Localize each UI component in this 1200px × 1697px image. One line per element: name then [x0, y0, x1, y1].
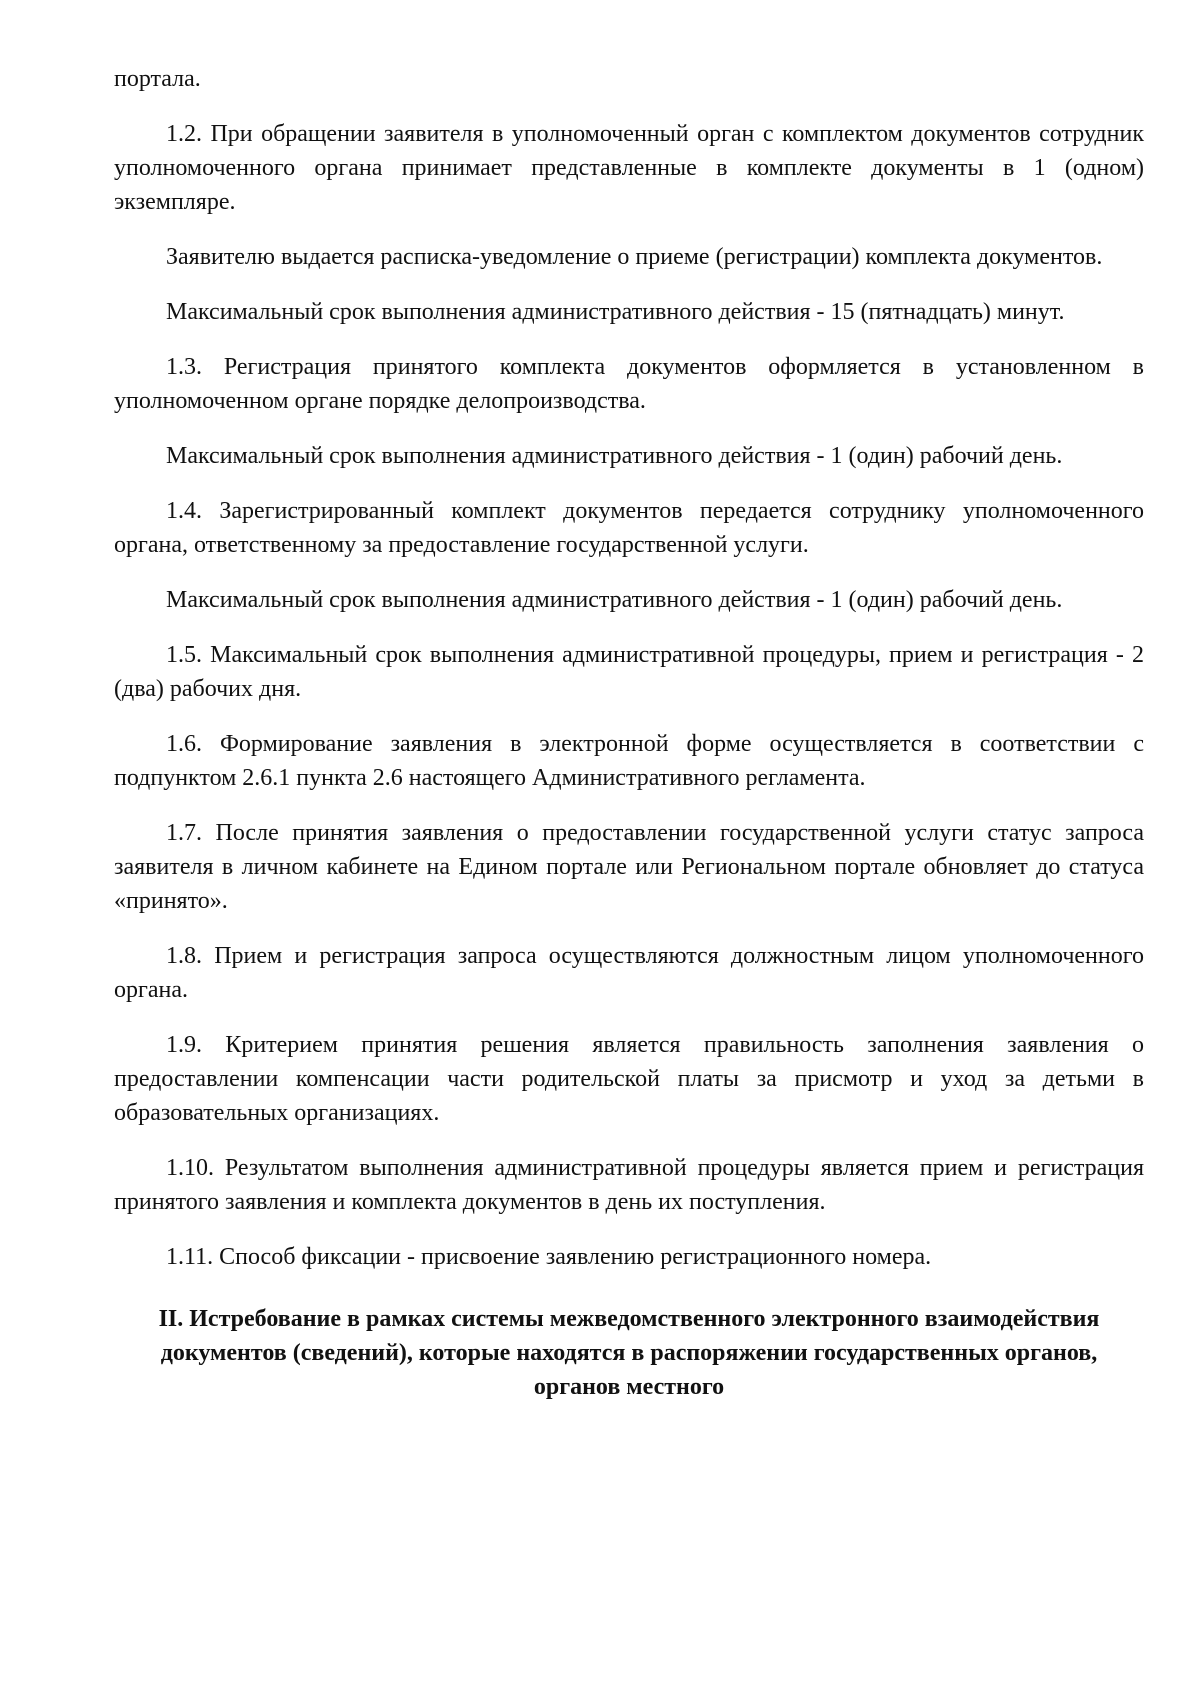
paragraph-1-11: 1.11. Способ фиксации - присвоение заявлению регистрационного номера.: [166, 1244, 932, 1270]
paragraph-max-term-1-day-b: Максимальный срок выполнения административного действия - 1 (один) рабочий день.: [166, 587, 1063, 613]
paragraph-max-term-15-min: Максимальный срок выполнения административного действия - 15 (пятнадцать) минут.: [166, 299, 1065, 325]
paragraph-continuation: портала.: [114, 66, 201, 92]
paragraph-1-6: 1.6. Формирование заявления в электронной форме осуществляется в соответствии с подпунктом 2.6.1 пункта 2.6 настоящего Административного регламента.: [114, 731, 1144, 791]
paragraph-max-term-1-day-a: Максимальный срок выполнения административного действия - 1 (один) рабочий день.: [166, 443, 1063, 469]
paragraph-1-4: 1.4. Зарегистрированный комплект документов передается сотруднику уполномоченного органа, ответственному за предоставление государственной услуги.: [114, 498, 1144, 558]
document-page: [114, 62, 1144, 1404]
paragraph-1-3: 1.3. Регистрация принятого комплекта документов оформляется в установленном в уполномоченном органе порядке делопроизводства.: [114, 354, 1144, 414]
paragraph-1-5: 1.5. Максимальный срок выполнения административной процедуры, прием и регистрация - 2 (два) рабочих дня.: [114, 642, 1144, 702]
paragraph-1-7: 1.7. После принятия заявления о предоставлении государственной услуги статус запроса заявителя в личном кабинете на Едином портале или Региональном портале обновляет до статуса «принято».: [114, 820, 1144, 914]
paragraph-receipt-notice: Заявителю выдается расписка-уведомление о приеме (регистрации) комплекта документов.: [166, 244, 1103, 270]
paragraph-1-9: 1.9. Критерием принятия решения является правильность заполнения заявления о предоставлении компенсации части родительской платы за присмотр и уход за детьми в образовательных организациях.: [114, 1032, 1144, 1126]
paragraph-1-2: 1.2. При обращении заявителя в уполномоченный орган с комплектом документов сотрудник уполномоченного органа принимает представленные в комплекте документы в 1 (одном) экземпляре.: [114, 121, 1144, 215]
paragraph-1-10: 1.10. Результатом выполнения административной процедуры является прием и регистрация принятого заявления и комплекта документов в день их поступления.: [114, 1155, 1144, 1215]
section-heading: II. Истребование в рамках системы межведомственного электронного взаимодействия документов (сведений), которые находятся в распоряжении государственных органов, органов местного: [158, 1306, 1100, 1400]
paragraph-1-8: 1.8. Прием и регистрация запроса осуществляются должностным лицом уполномоченного органа.: [114, 943, 1144, 1003]
